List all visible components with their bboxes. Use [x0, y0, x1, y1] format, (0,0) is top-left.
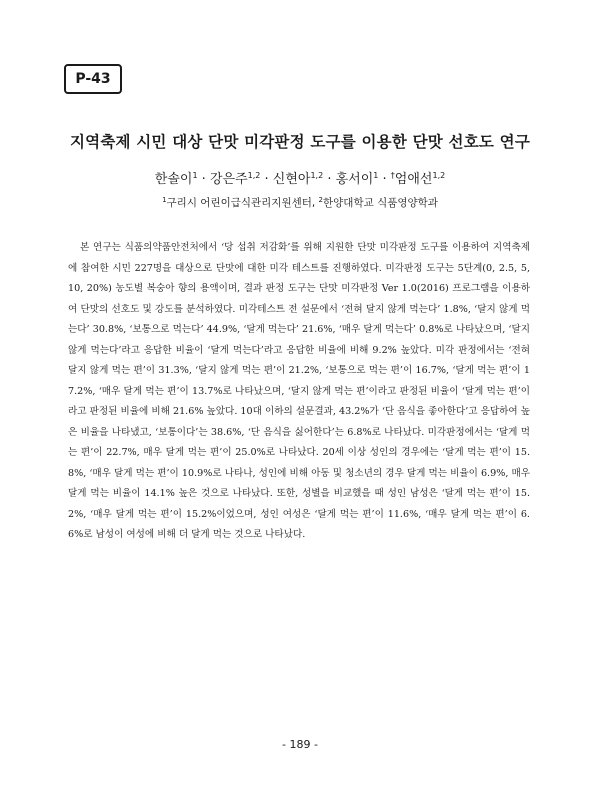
author-name: 신현아$^{1,2}$: [272, 171, 324, 187]
author-name: 강은주$^{1,2}$: [209, 171, 261, 187]
affiliation-line: [40, 195, 560, 210]
abstract-text: 본 연구는 식품의약품안전처에서 ‘당 섭취 저감화’를 위해 지원한 단맛 미각판정 도구를 이용하여 지역축제에 참여한 시민 227명을 대상으로 단맛에 대한 미각 테스트를 진행하였다. 미각판정 도구는 5단계(0, 2.5, 5, 10, 20%) 농도별 복숭아 향의 용액이며, 결과 판정 도구는 단맛 미각판정 Ver 1.0(2016) 프로그램을 이용하여 단맛의 선호도 및 강도를 분석하였다. 미각테스트 전 설문에서 ‘전혀 달지 않게 먹는다’ 1.8%, ‘달지 않게 먹는다’ 30.8%, ‘보통으로 먹는다’ 44.9%, ‘달게 먹는다’ 21.6%, ‘매우 달게 먹는다’ 0.8%로 나타났으며, ‘달지 않게 먹는다’라고 응답한 비율이 ‘달게 먹는다’라고 응답한 비율에 비해 9.2% 높았다. 미각 판정에서는 ‘전혀 달지 않게 먹는 편’이 31.3%, ‘달지 않게 먹는 편’이 21.2%, ‘보통으로 먹는 편’이 16.7%, ‘달게 먹는 편’이 17.2%, ‘매우 달게 먹는 편’이 13.7%로 나타났으며, ‘달지 않게 먹는 편’이라고 판정된 비율이 ‘달게 먹는 편’이라고 판정된 비율에 비해 21.6% 높았다. 10대 이하의 설문결과, 43.2%가 ‘단 음식을 좋아한다’고 응답하여 높은 비율을 나타냈고, ‘보통이다’는 38.6%, ‘단 음식을 싫어한다’는 6.8%로 나타났다. 미각판정에서는 ‘달게 먹는 편’이 22.7%, 매우 달게 먹는 편’이 25.0%로 나타났다. 20세 이상 성인의 경우에는 ‘달게 먹는 편’이 15.8%, ‘매우 달게 먹는 편’이 10.9%로 나타나, 성인에 비해 아동 및 청소년의 경우 달게 먹는 비율이 6.9%, 매우 달게 먹는 비율이 14.1% 높은 것으로 나타났다. 또한, 성별을 비교했을 때 성인 남성은 ‘달게 먹는 편’이 15.2%, ‘매우 달게 먹는 편’이 15.2%이었으며, 성인 여성은 ‘달게 먹는 편’이 11.6%, ‘매우 달게 먹는 편’이 6.6%로 남성이 여성에 비해 더 달게 먹는 것으로 나타났다.: [68, 242, 530, 540]
affiliation-text: 한양대학교 식품영양학과: [323, 197, 438, 209]
author-affiliation-mark: 1,2: [432, 171, 446, 180]
corresponding-mark: †: [390, 171, 395, 180]
author-affiliation-mark: 1,2: [247, 171, 261, 180]
author-name: 홍서이$^1$: [335, 171, 379, 187]
page-number: - 189 -: [282, 738, 318, 751]
author-affiliation-mark: 1: [373, 171, 379, 180]
affiliation-mark: 2: [318, 196, 324, 204]
author-separator: ·: [197, 172, 210, 187]
poster-code-badge: P-43: [64, 64, 122, 94]
author-affiliation-mark: 1: [192, 171, 198, 180]
affiliation-text: 구리시 어린이급식관리지원센터,: [166, 197, 319, 209]
author-name: 한솔이$^1$: [154, 171, 198, 187]
author-affiliation-mark: 1,2: [310, 171, 324, 180]
paper-title: 지역축제 시민 대상 단맛 미각판정 도구를 이용한 단맛 선호도 연구: [69, 133, 531, 151]
author-separator: ·: [323, 172, 336, 187]
author-separator: ·: [378, 172, 391, 187]
author-name: †엄애선$^{1,2}$: [390, 171, 446, 187]
author-list: [40, 168, 560, 187]
author-separator: ·: [260, 172, 273, 187]
affiliation-mark: 1: [162, 196, 167, 204]
